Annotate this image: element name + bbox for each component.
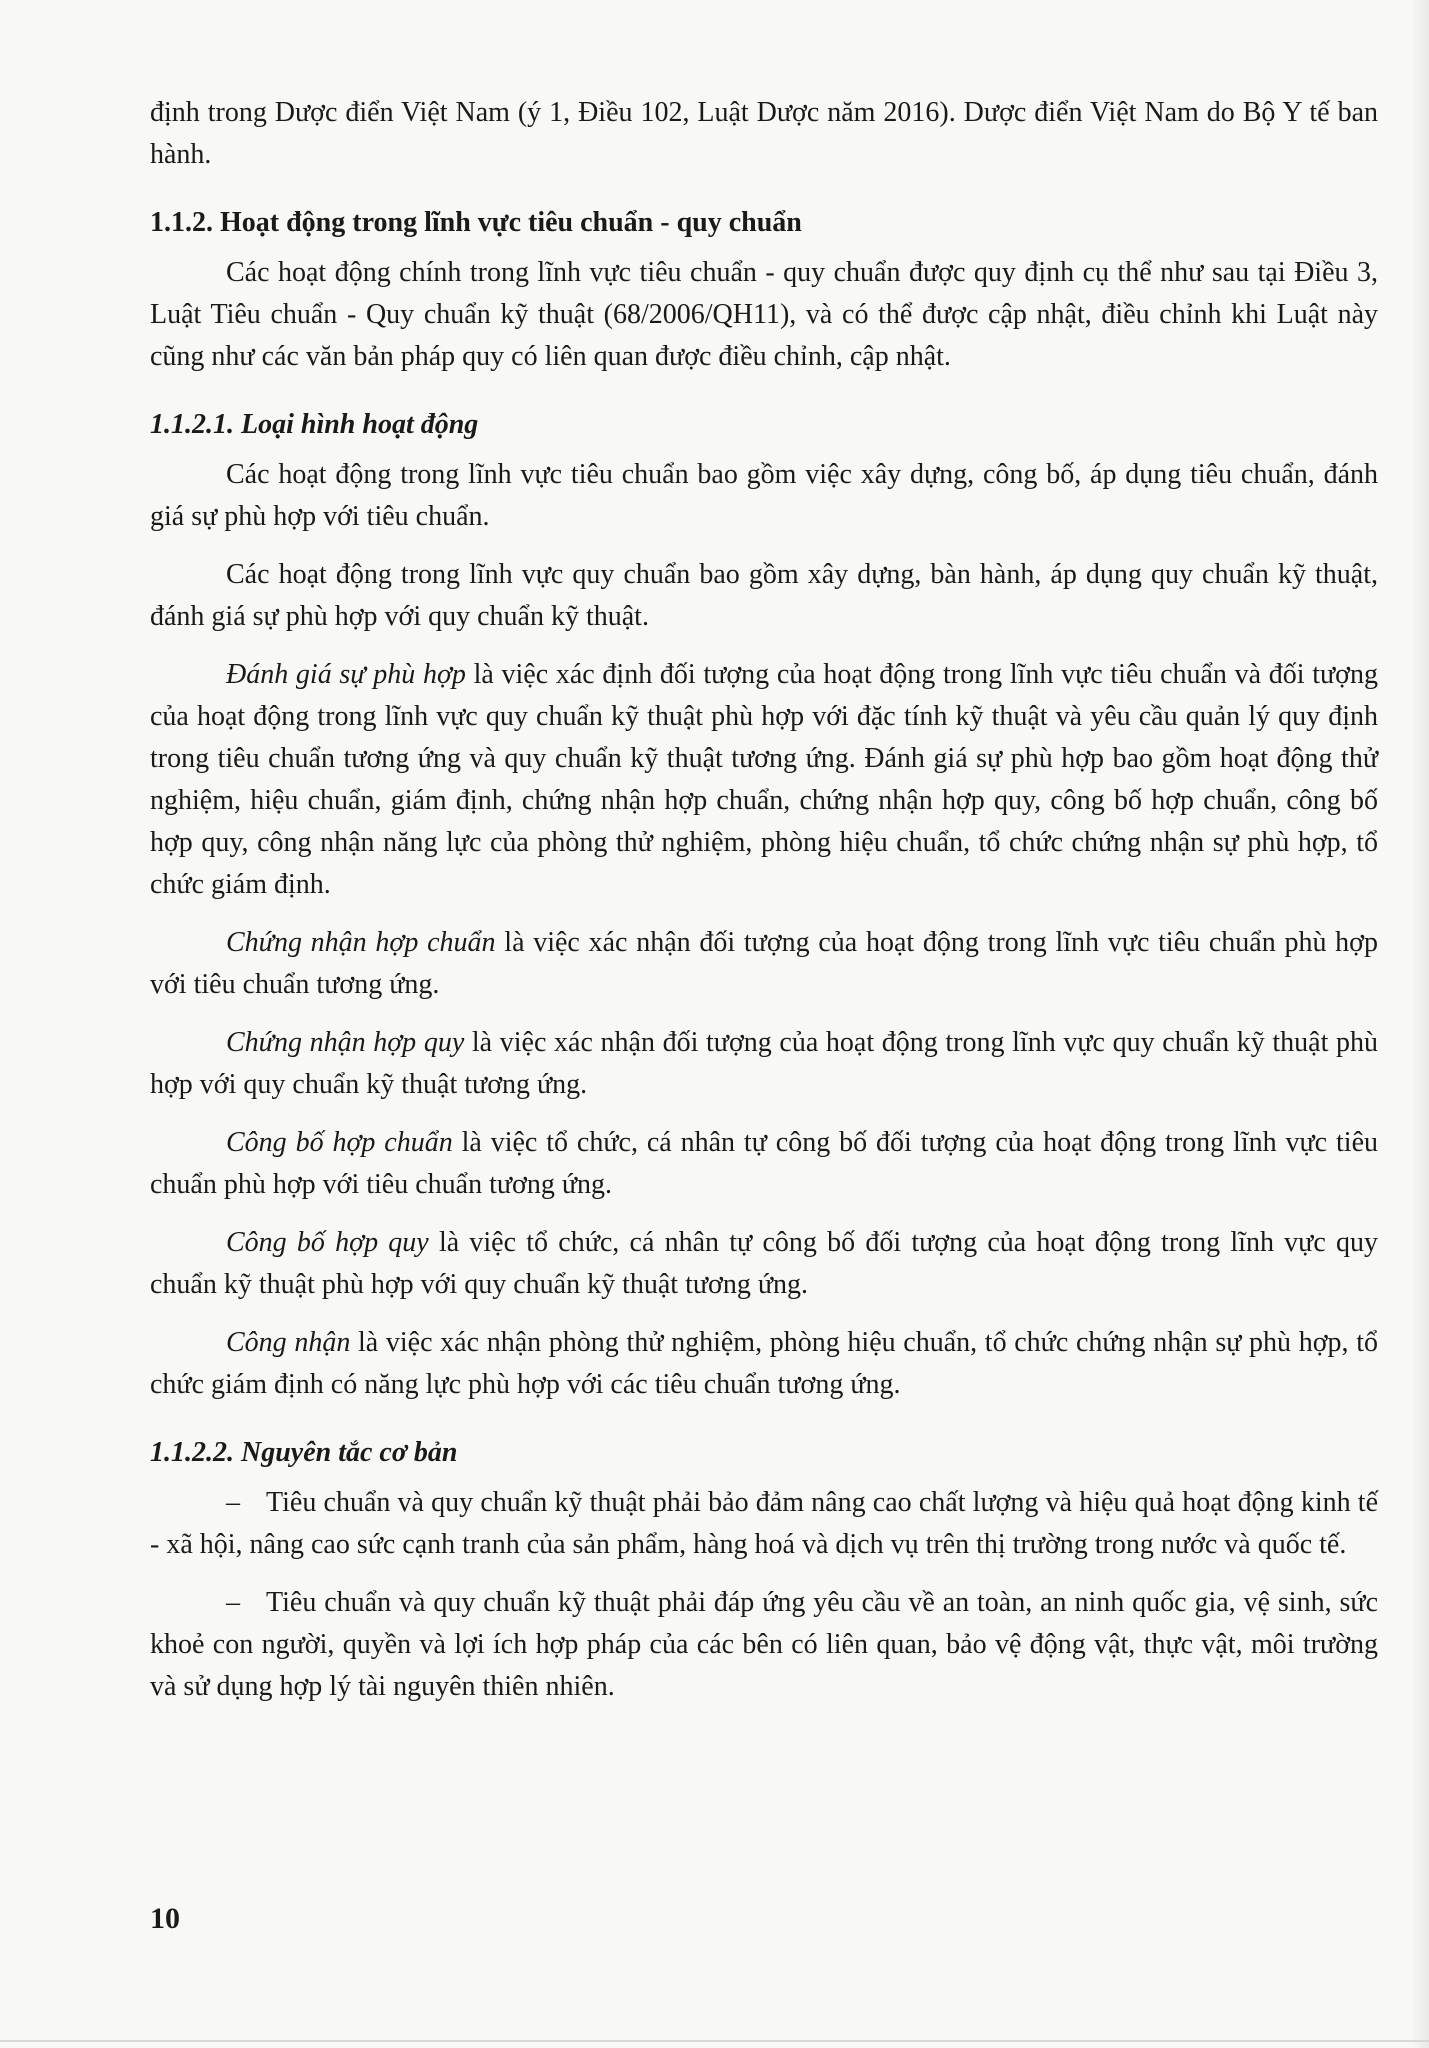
section-heading-1-1-2-1: 1.1.2.1. Loại hình hoạt động bbox=[150, 409, 479, 440]
intro-continuation: định trong Dược điển Việt Nam (ý 1, Điều 102, Luật Dược năm 2016). Dược điển Việt Nam do Bộ Y tế ban hành. bbox=[150, 97, 1378, 170]
definition-term: Đánh giá sự phù hợp bbox=[226, 659, 466, 690]
definition-text: là việc xác nhận đối tượng của hoạt động trong lĩnh vực quy chuẩn kỹ thuật phù hợp với quy chuẩn kỹ thuật tương ứng. bbox=[150, 1027, 1378, 1100]
definition-text: là việc tổ chức, cá nhân tự công bố đối tượng của hoạt động trong lĩnh vực quy chuẩn kỹ thuật phù hợp với quy chuẩn kỹ thuật tương ứng. bbox=[150, 1227, 1379, 1300]
definition-text: là việc xác nhận phòng thử nghiệm, phòng hiệu chuẩn, tổ chức chứng nhận sự phù hợp, tổ chức giám định có năng lực phù hợp với các tiêu chuẩn tương ứng. bbox=[150, 1327, 1378, 1400]
definition-text: là việc tổ chức, cá nhân tự công bố đối tượng của hoạt động trong lĩnh vực tiêu chuẩn phù hợp với tiêu chuẩn tương ứng. bbox=[150, 1127, 1378, 1200]
section-heading-1-1-2: 1.1.2. Hoạt động trong lĩnh vực tiêu chuẩn - quy chuẩn bbox=[150, 207, 802, 238]
principle-bullet bbox=[150, 1482, 1378, 1566]
definition-text: là việc xác định đối tượng của hoạt động trong lĩnh vực tiêu chuẩn và đối tượng của hoạt động trong lĩnh vực quy chuẩn kỹ thuật phù hợp với đặc tính kỹ thuật và yêu cầu quản lý quy định trong tiêu chuẩn tương ứng và quy chuẩn kỹ thuật tương ứng. Đánh giá sự phù hợp bao gồm hoạt động thử nghiệm, hiệu chuẩn, giám định, chứng nhận hợp chuẩn, chứng nhận hợp quy, công bố hợp chuẩn, công bố hợp quy, công nhận năng lực của phòng thử nghiệm, phòng hiệu chuẩn, tổ chức chứng nhận sự phù hợp, tổ chức giám định. bbox=[150, 659, 1378, 900]
definition-paragraph bbox=[150, 1222, 1378, 1306]
definition-paragraph bbox=[150, 654, 1378, 906]
section-heading-1-1-2-2: 1.1.2.2. Nguyên tắc cơ bản bbox=[150, 1437, 458, 1468]
definition-paragraph bbox=[150, 1122, 1378, 1206]
definition-term: Công bố hợp chuẩn bbox=[226, 1127, 453, 1158]
activities-standards-paragraph: Các hoạt động trong lĩnh vực tiêu chuẩn bao gồm việc xây dựng, công bố, áp dụng tiêu chuẩn, đánh giá sự phù hợp với tiêu chuẩn. bbox=[150, 459, 1378, 532]
definition-paragraph bbox=[150, 1022, 1378, 1106]
definition-term: Công nhận bbox=[226, 1327, 351, 1358]
principle-text: Tiêu chuẩn và quy chuẩn kỹ thuật phải bảo đảm nâng cao chất lượng và hiệu quả hoạt động kinh tế - xã hội, nâng cao sức cạnh tranh của sản phẩm, hàng hoá và dịch vụ trên thị trường trong nước và quốc tế. bbox=[150, 1487, 1378, 1560]
definition-term: Chứng nhận hợp chuẩn bbox=[226, 927, 496, 958]
page-number: 10 bbox=[150, 1902, 180, 1935]
dash-bullet-icon: – bbox=[226, 1487, 240, 1518]
principle-text: Tiêu chuẩn và quy chuẩn kỹ thuật phải đáp ứng yêu cầu về an toàn, an ninh quốc gia, vệ sinh, sức khoẻ con người, quyền và lợi ích hợp pháp của các bên có liên quan, bảo vệ động vật, thực vật, môi trường và sử dụng hợp lý tài nguyên thiên nhiên. bbox=[150, 1587, 1378, 1702]
section-1-1-2-paragraph: Các hoạt động chính trong lĩnh vực tiêu chuẩn - quy chuẩn được quy định cụ thể như sau tại Điều 3, Luật Tiêu chuẩn - Quy chuẩn kỹ thuật (68/2006/QH11), và có thể được cập nhật, điều chỉnh khi Luật này cũng như các văn bản pháp quy có liên quan được điều chỉnh, cập nhật. bbox=[150, 257, 1378, 372]
page-body bbox=[150, 92, 1378, 1708]
activities-regulations-paragraph: Các hoạt động trong lĩnh vực quy chuẩn bao gồm xây dựng, bàn hành, áp dụng quy chuẩn kỹ thuật, đánh giá sự phù hợp với quy chuẩn kỹ thuật. bbox=[150, 559, 1378, 632]
definition-term: Công bố hợp quy bbox=[226, 1227, 429, 1258]
page-bottom-edge bbox=[0, 2040, 1429, 2042]
page-edge-shadow bbox=[1411, 0, 1429, 2048]
principle-bullet bbox=[150, 1582, 1378, 1708]
dash-bullet-icon: – bbox=[226, 1587, 240, 1618]
definition-paragraph bbox=[150, 1322, 1378, 1406]
definition-text: là việc xác nhận đối tượng của hoạt động trong lĩnh vực tiêu chuẩn phù hợp với tiêu chuẩn tương ứng. bbox=[150, 927, 1378, 1000]
definition-paragraph bbox=[150, 922, 1378, 1006]
definition-term: Chứng nhận hợp quy bbox=[226, 1027, 465, 1058]
